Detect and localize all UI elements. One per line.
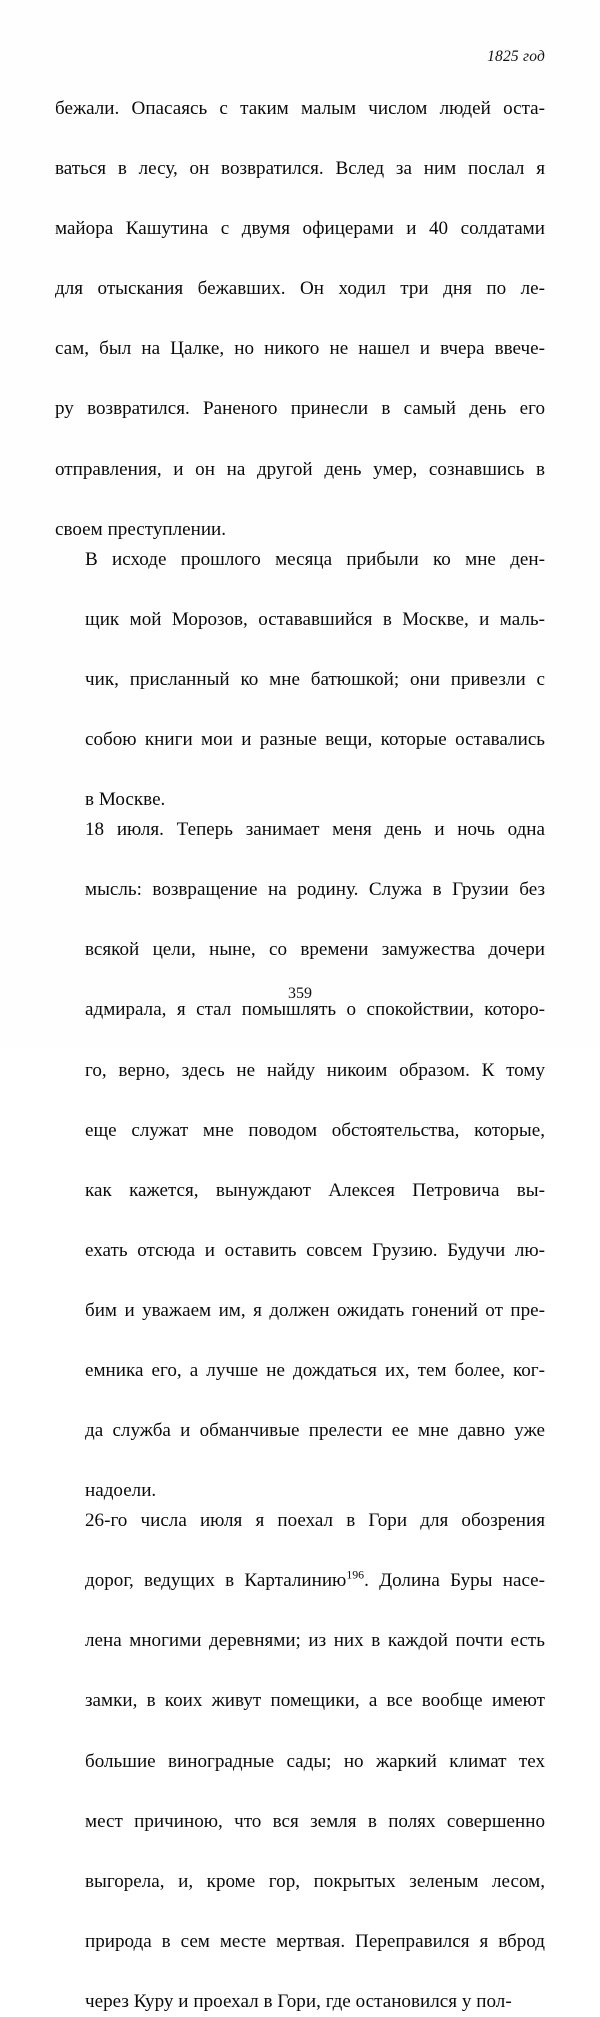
text-line: В исходе прошлого месяца прибыли ко мне ден-	[85, 548, 545, 570]
body-text-column	[55, 94, 545, 2017]
text-line: всякой цели, ныне, со времени замужества дочери	[85, 939, 545, 961]
text-line: замки, в коих живут помещики, а все вообще имеют	[85, 1690, 545, 1712]
text-line: майора Кашутина с двумя офицерами и 40 солдатами	[55, 218, 545, 240]
text-line: своем преступлении.	[55, 518, 227, 540]
text-line: еще служат мне поводом обстоятельства, которые,	[85, 1119, 545, 1141]
text-line: бежали. Опасаясь с таким малым числом людей оста-	[55, 98, 545, 119]
paragraph	[55, 94, 545, 545]
text-line: через Куру и проехал в Гори, где остановился у пол-	[85, 1990, 512, 2012]
text-line: емника его, а лучше не дождаться их, тем более, ког-	[85, 1359, 545, 1381]
text-line: природа в сем месте мертвая. Переправился я вброд	[85, 1930, 545, 1952]
text-line: ру возвратился. Раненого принесли в самый день его	[55, 398, 545, 420]
text-line: ехать отсюда и оставить совсем Грузию. Будучи лю-	[85, 1239, 545, 1261]
text-line: дорог, ведущих в Карталинию$^{196}$. Долина Буры насе-	[85, 1567, 545, 1592]
text-line: щик мой Морозов, остававшийся в Москве, и маль-	[85, 608, 545, 630]
text-line: бим и уважаем им, я должен ожидать гонений от пре-	[85, 1299, 545, 1321]
text-line: отправления, и он на другой день умер, сознавшись в	[55, 458, 545, 480]
text-line: адмирала, я стал помышлять о спокойствии, которо-	[85, 999, 545, 1021]
text-line: большие виноградные сады; но жаркий климат тех	[85, 1750, 545, 1772]
paragraph	[55, 545, 545, 815]
text-line: го, верно, здесь не найду никоим образом. К тому	[85, 1059, 545, 1081]
text-line: мысль: возвращение на родину. Служа в Грузии без	[85, 879, 545, 901]
text-line: собою книги мои и разные вещи, которые оставались	[85, 728, 545, 750]
text-line: 18 июля. Теперь занимает меня день и ночь одна	[85, 819, 545, 841]
text-line: надоели.	[85, 1480, 157, 1502]
text-line: чик, присланный ко мне батюшкой; они привезли с	[85, 668, 545, 690]
paragraph	[55, 815, 545, 1506]
text-line: лена многими деревнями; из них в каждой почти есть	[85, 1630, 545, 1652]
page-number: 359	[288, 985, 312, 1002]
footnote-marker: 196	[346, 1567, 365, 1582]
text-line: да служба и обманчивые прелести ее мне давно уже	[85, 1420, 545, 1442]
text-line: в Москве.	[85, 789, 166, 811]
text-line: для отыскания бежавших. Он ходил три дня по ле-	[55, 278, 545, 300]
text-line: ваться в лесу, он возвратился. Вслед за ним послал я	[55, 158, 545, 180]
text-line: как кажется, вынуждают Алексея Петровича вы-	[85, 1179, 545, 1201]
text-line: выгорела, и, кроме гор, покрытых зеленым лесом,	[85, 1870, 545, 1892]
text-line: мест причиною, что вся земля в полях совершенно	[85, 1810, 545, 1832]
text-line: сам, был на Цалке, но никого не нашел и вчера ввече-	[55, 338, 545, 360]
text-line: 26-го числа июля я поехал в Гори для обозрения	[85, 1510, 545, 1532]
paragraph	[55, 1506, 545, 2017]
running-head: 1825 год	[487, 48, 545, 65]
